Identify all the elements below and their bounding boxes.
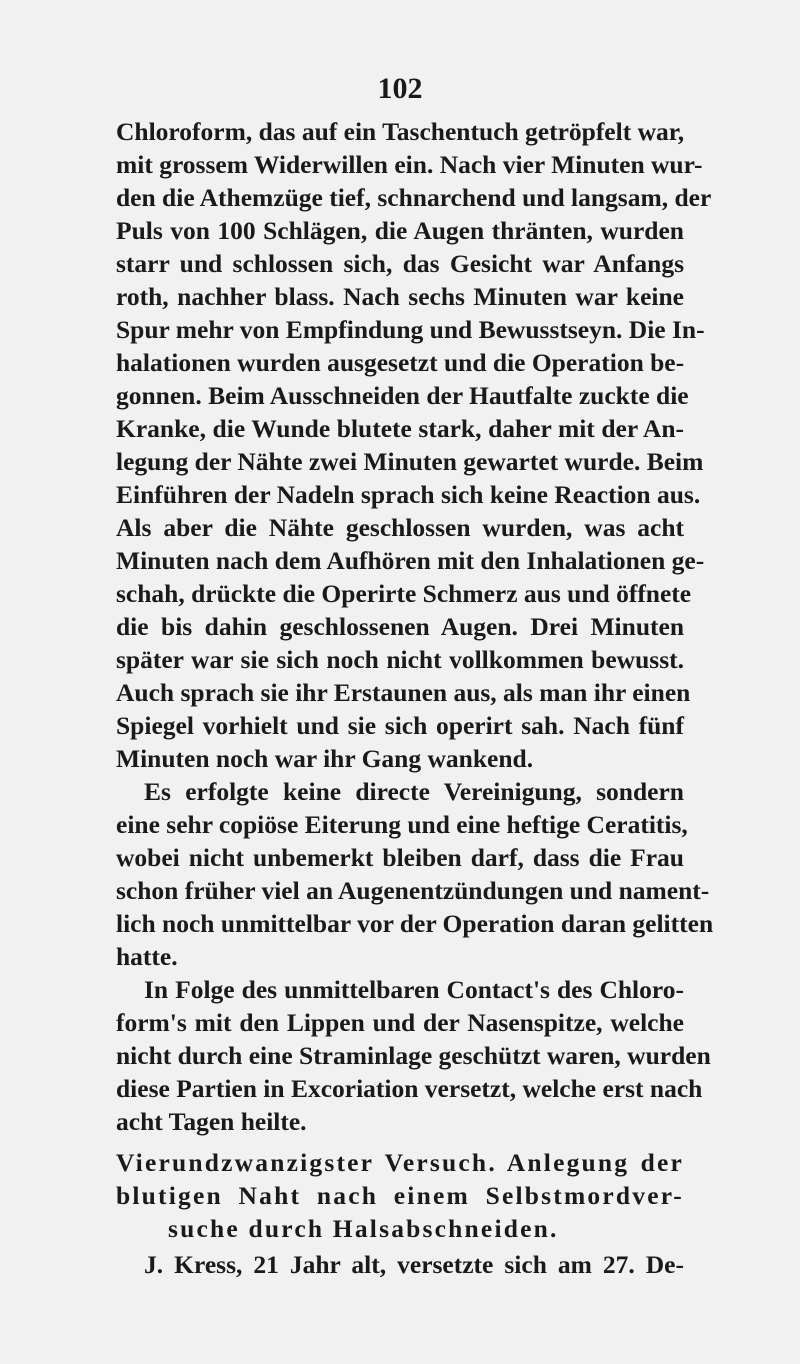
text-line: starr und schlossen sich, das Gesicht war Anfangs	[116, 249, 684, 278]
text-line: Minuten nach dem Aufhören mit den Inhalationen ge-	[116, 546, 705, 575]
text-line: den die Athemzüge tief, schnarchend und langsam, der	[116, 183, 712, 212]
text-line: lich noch unmittelbar vor der Operation daran gelitten	[116, 909, 714, 938]
text-line: die bis dahin geschlossenen Augen. Drei Minuten	[116, 612, 684, 641]
text-line: schah, drückte die Operirte Schmerz aus und öffnete	[116, 579, 692, 608]
text-line: halationen wurden ausgesetzt und die Operation be-	[116, 348, 685, 377]
text-line: diese Partien in Excoriation versetzt, welche erst nach	[116, 1074, 703, 1103]
text-line: Spiegel vorhielt und sie sich operirt sah. Nach fünf	[116, 711, 684, 740]
text-line: Puls von 100 Schlägen, die Augen thränten, wurden	[116, 216, 684, 245]
section-heading-line: Vierundzwanzigster Versuch. Anlegung der	[116, 1148, 684, 1177]
text-line: Einführen der Nadeln sprach sich keine Reaction aus.	[116, 480, 701, 509]
text-line: roth, nachher blass. Nach sechs Minuten war keine	[116, 282, 684, 311]
text-line: legung der Nähte zwei Minuten gewartet wurde. Beim	[116, 447, 704, 476]
section-heading-line: suche durch Halsabschneiden.	[168, 1214, 559, 1243]
page-number: 102	[377, 72, 423, 105]
text-line: Als aber die Nähte geschlossen wurden, was acht	[116, 513, 684, 542]
text-line: mit grossem Widerwillen ein. Nach vier Minuten wur-	[116, 150, 703, 179]
text-line: Auch sprach sie ihr Erstaunen aus, als man ihr einen	[116, 678, 691, 707]
text-line: Spur mehr von Empfindung und Bewusstseyn. Die In-	[116, 315, 705, 344]
text-line: schon früher viel an Augenentzündungen und nament-	[116, 876, 710, 905]
text-line: nicht durch eine Straminlage geschützt waren, wurden	[116, 1041, 711, 1070]
text-line: später war sie sich noch nicht vollkommen bewusst.	[116, 645, 684, 674]
text-line: Chloroform, das auf ein Taschentuch getröpfelt war,	[116, 117, 685, 146]
text-line: eine sehr copiöse Eiterung und eine heftige Ceratitis,	[116, 810, 688, 839]
text-line: wobei nicht unbemerkt bleiben darf, dass die Frau	[116, 843, 684, 872]
text-line: form's mit den Lippen und der Nasenspitze, welche	[116, 1008, 684, 1037]
section-heading-line: blutigen Naht nach einem Selbstmordver-	[116, 1181, 684, 1210]
text-line: Es erfolgte keine directe Vereinigung, sondern	[144, 777, 684, 806]
text-line: Kranke, die Wunde blutete stark, daher mit der An-	[116, 414, 684, 443]
text-line: In Folge des unmittelbaren Contact's des Chloro-	[144, 975, 684, 1004]
text-line: acht Tagen heilte.	[116, 1107, 307, 1136]
text-line: gonnen. Beim Ausschneiden der Hautfalte zuckte die	[116, 381, 689, 410]
text-line: J. Kress, 21 Jahr alt, versetzte sich am 27. De-	[144, 1250, 684, 1279]
text-line: Minuten noch war ihr Gang wankend.	[116, 744, 534, 773]
text-line: hatte.	[116, 942, 178, 971]
